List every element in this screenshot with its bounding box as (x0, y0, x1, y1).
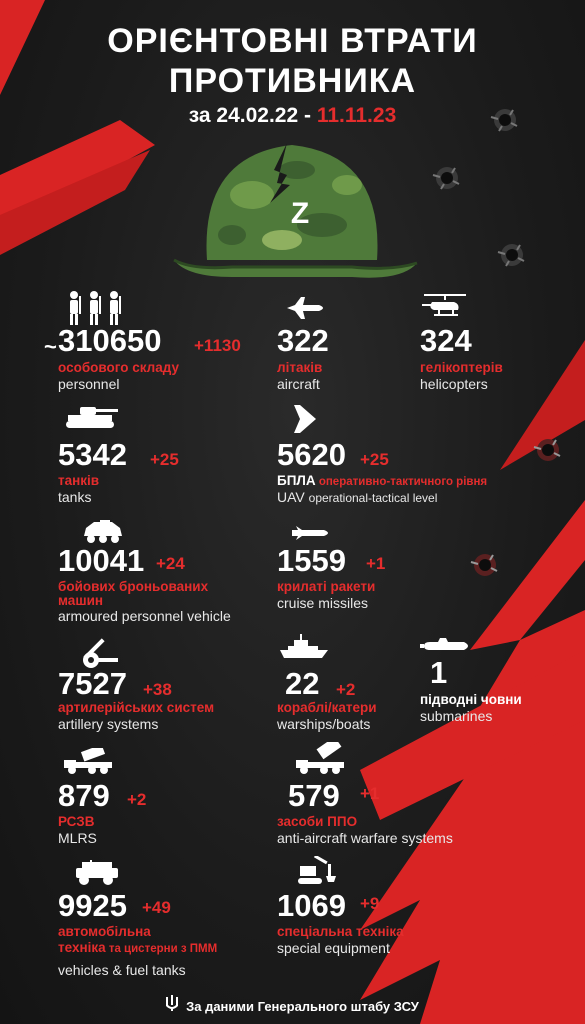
vehicles-ua-label-line2 (58, 940, 217, 957)
trident-icon (166, 995, 178, 1011)
submarines-en-label: submarines (420, 708, 493, 724)
uav-ua-prefix: БПЛА (277, 473, 316, 488)
aa-launcher-icon (296, 742, 348, 774)
tanks-en-label: tanks (58, 489, 92, 505)
submarine-icon (420, 638, 472, 654)
apc-icon (82, 520, 124, 544)
uav-value: 5620 (277, 437, 346, 472)
helicopters-value: 324 (420, 323, 472, 358)
aa-ua-label: засоби ППО (277, 814, 358, 829)
missile-icon (292, 526, 332, 540)
uav-delta: +25 (360, 450, 389, 469)
aircraft-ua-label: літаків (277, 360, 323, 375)
special-ua-label: спеціальна техніка (277, 924, 404, 939)
personnel-tilde: ~ (44, 334, 57, 359)
vehicles-value: 9925 (58, 888, 127, 923)
special-en-label: special equipment (277, 940, 390, 956)
excavator-icon (296, 856, 342, 886)
tanks-delta: +25 (150, 450, 179, 469)
vehicles-en-label: vehicles & fuel tanks (58, 962, 186, 978)
svg-text:Z: Z (290, 197, 310, 230)
jet-icon (285, 297, 327, 319)
mlrs-en-label: MLRS (58, 830, 97, 846)
uav-ua-text: оперативно-тактичного рівня (315, 476, 488, 488)
warships-value: 22 (285, 666, 320, 701)
apv-ua-label-line1: бойових броньованих (58, 579, 209, 594)
apv-delta: +24 (156, 554, 185, 573)
warships-delta: +2 (336, 680, 356, 699)
date-prefix: за 24.02.22 - (188, 104, 317, 127)
footer (0, 995, 585, 1014)
tanks-ua-label: танків (58, 473, 100, 488)
personnel-en-label: personnel (58, 376, 120, 392)
artillery-delta: +38 (143, 680, 172, 699)
vehicles-ua-label-line1: автомобільна (58, 924, 151, 939)
bullet-hole-icon (498, 244, 524, 266)
artillery-en-label: artillery systems (58, 716, 159, 732)
warships-en-label: warships/boats (277, 716, 371, 732)
special-value: 1069 (277, 888, 346, 923)
aircraft-value: 322 (277, 323, 329, 358)
uav-en-prefix: UAV (277, 489, 305, 505)
vehicles-delta: +49 (142, 898, 171, 917)
cannon-icon (78, 634, 120, 670)
mlrs-delta: +2 (127, 790, 147, 809)
vehicles-ua-line2a: техніка (58, 940, 106, 955)
cruise-delta: +1 (366, 554, 386, 573)
page-title-line1: ОРІЄНТОВНІ ВТРАТИ (107, 22, 478, 60)
personnel-value: 310650 (58, 323, 162, 358)
cruise-value: 1559 (277, 543, 346, 578)
artillery-value: 7527 (58, 666, 127, 701)
mlrs-ua-label: РСЗВ (58, 814, 95, 829)
special-delta: +9 (360, 894, 380, 913)
footer-text: За даними Генерального штабу ЗСУ (186, 999, 419, 1014)
cruise-en-label: cruise missiles (277, 595, 369, 611)
aa-value: 579 (288, 778, 340, 813)
tank-icon (64, 405, 120, 429)
tanks-value: 5342 (58, 437, 127, 472)
vehicles-ua-line2b: та цистерни з ПММ (105, 943, 218, 955)
uav-ua-label (277, 473, 487, 490)
warship-icon (280, 634, 328, 660)
aircraft-en-label: aircraft (277, 376, 320, 392)
warships-ua-label: кораблі/катери (277, 700, 377, 715)
helmet-icon (174, 143, 417, 278)
cruise-ua-label: крилаті ракети (277, 579, 376, 594)
apv-value: 10041 (58, 543, 145, 578)
bullet-hole-icon (471, 554, 497, 576)
personnel-delta: +1130 (194, 336, 241, 355)
aa-en-label: anti-aircraft warfare systems (277, 830, 453, 846)
uav-en-text: operational-tactical level (308, 491, 438, 505)
date-range (0, 104, 585, 128)
mlrs-icon (64, 748, 114, 774)
submarines-value: 1 (430, 655, 448, 690)
page-title-line2: ПРОТИВНИКА (168, 62, 417, 100)
submarines-ua-label: підводні човни (420, 692, 522, 707)
mlrs-value: 879 (58, 778, 110, 813)
aa-delta: +1 (360, 784, 380, 803)
artillery-ua-label: артилерійських систем (58, 700, 215, 715)
apv-en-label: armoured personnel vehicle (58, 608, 231, 624)
drone-icon (290, 405, 318, 433)
personnel-ua-label: особового складу (58, 360, 179, 375)
helicopter-icon (420, 290, 470, 320)
date-end: 11.11.23 (316, 104, 397, 127)
uav-en-label (277, 489, 437, 505)
soldiers-icon (64, 290, 126, 326)
apv-ua-label-line2: машин (58, 593, 104, 608)
truck-icon (72, 860, 120, 886)
bullet-hole-icon (433, 167, 459, 189)
helicopters-ua-label: гелікоптерів (420, 360, 503, 375)
helicopters-en-label: helicopters (420, 376, 488, 392)
